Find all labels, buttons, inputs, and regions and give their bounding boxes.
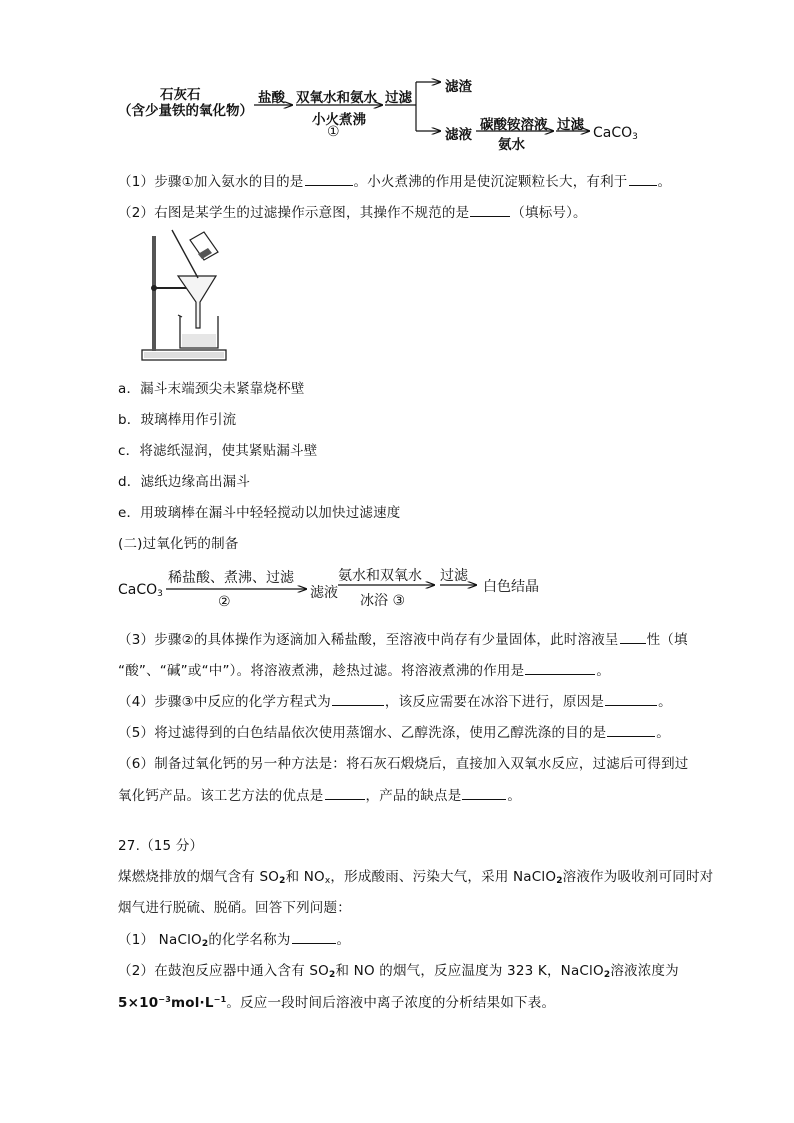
option-e: e．用玻璃棒在漏斗中轻轻搅动以加快过滤速度 bbox=[118, 505, 401, 521]
option-a: a．漏斗末端颈尖未紧靠烧杯壁 bbox=[118, 381, 305, 397]
flow1-arrow1-label: 盐酸 bbox=[258, 90, 285, 106]
flow1-arrow4-label-bottom: 氨水 bbox=[498, 137, 525, 153]
question-2: （2）右图是某学生的过滤操作示意图，其操作不规范的是 （填标号）。 bbox=[118, 201, 587, 221]
flow2-start: CaCO$_3$ bbox=[118, 582, 163, 599]
flow2-arrows bbox=[0, 560, 794, 610]
flow2-arrow2-label-top: 氨水和双氧水 bbox=[338, 568, 422, 584]
question-3-line1: （3）步骤②的具体操作为逐滴加入稀盐酸，至溶液中尚存有少量固体，此时溶液呈 性（填 bbox=[118, 628, 688, 648]
flow2-arrow3-label: 过滤 bbox=[440, 568, 468, 584]
option-c: c．将滤纸湿润，使其紧贴漏斗壁 bbox=[118, 443, 318, 459]
flow2-arrow1-label: 稀盐酸、煮沸、过滤 bbox=[168, 570, 294, 586]
flow1-arrow5-label: 过滤 bbox=[557, 117, 584, 133]
option-d: d．滤纸边缘高出漏斗 bbox=[118, 474, 251, 490]
flow2-product: 白色结晶 bbox=[483, 579, 539, 595]
question-27-part2-line1: （2）在鼓泡反应器中通入含有 $SO_2$和 NO 的烟气，反应温度为 323 K，NaClO$_2$溶液浓度为 bbox=[118, 963, 679, 980]
flow1-arrows bbox=[0, 0, 794, 160]
flow1-arrow4-label-top: 碳酸铵溶液 bbox=[480, 117, 548, 133]
flow1-branch-residue: 滤渣 bbox=[445, 79, 472, 95]
question-6-line1: （6）制备过氧化钙的另一种方法是：将石灰石煅烧后，直接加入双氧水反应，过滤后可得到过 bbox=[118, 756, 689, 772]
filtration-apparatus-image bbox=[138, 226, 238, 364]
flow1-arrow3-label: 过滤 bbox=[385, 90, 412, 106]
flow1-arrow2-label-top: 双氧水和氨水 bbox=[296, 90, 377, 106]
question-27-intro-line1: 煤燃烧排放的烟气含有 $SO_2$和 $NO_x$，形成酸雨、污染大气，采用 NaClO$_2$溶液作为吸收剂可同时对 bbox=[118, 869, 714, 886]
question-3-line2: “酸”、“碱”或“中”）。将溶液煮沸，趁热过滤。将溶液煮沸的作用是 。 bbox=[118, 659, 610, 679]
question-6-line2: 氧化钙产品。该工艺方法的优点是 ，产品的缺点是 。 bbox=[118, 784, 521, 804]
flow1-arrow2-label-bottom: 小火煮沸 bbox=[312, 112, 366, 128]
flow1-branch-filtrate: 滤液 bbox=[445, 127, 472, 143]
question-5: （5）将过滤得到的白色结晶依次使用蒸馏水、乙醇洗涤，使用乙醇洗涤的目的是 。 bbox=[118, 721, 670, 741]
question-27-part2-line2: $5\times 10^{-3}mol\cdot L^{-1}$。反应一段时间后溶液中离子浓度的分析结果如下表。 bbox=[118, 995, 556, 1011]
option-b: b．玻璃棒用作引流 bbox=[118, 412, 237, 428]
question-1: （1）步骤①加入氨水的目的是 。小火煮沸的作用是使沉淀颗粒长大，有利于 。 bbox=[118, 170, 671, 190]
flow1-product: CaCO$_3$ bbox=[593, 125, 638, 142]
flow1-start-line2: （含少量铁的氧化物） bbox=[118, 103, 253, 119]
flow1-step-marker: ① bbox=[327, 124, 340, 140]
section-heading-2: (二)过氧化钙的制备 bbox=[118, 536, 239, 552]
question-27-intro-line2: 烟气进行脱硫、脱硝。回答下列问题： bbox=[118, 900, 351, 916]
flow2-filtrate: 滤液 bbox=[310, 585, 338, 601]
question-4: （4）步骤③中反应的化学方程式为 ，该反应需要在冰浴下进行，原因是 。 bbox=[118, 690, 672, 710]
question-27-header: 27.（15 分） bbox=[118, 838, 204, 854]
question-27-part1: （1） NaClO$_2$的化学名称为 。 bbox=[118, 928, 350, 949]
flow2-step-2: ② bbox=[218, 594, 231, 610]
flow2-arrow2-label-bottom: 冰浴 ③ bbox=[360, 593, 406, 609]
flow1-start-line1: 石灰石 bbox=[160, 87, 201, 103]
